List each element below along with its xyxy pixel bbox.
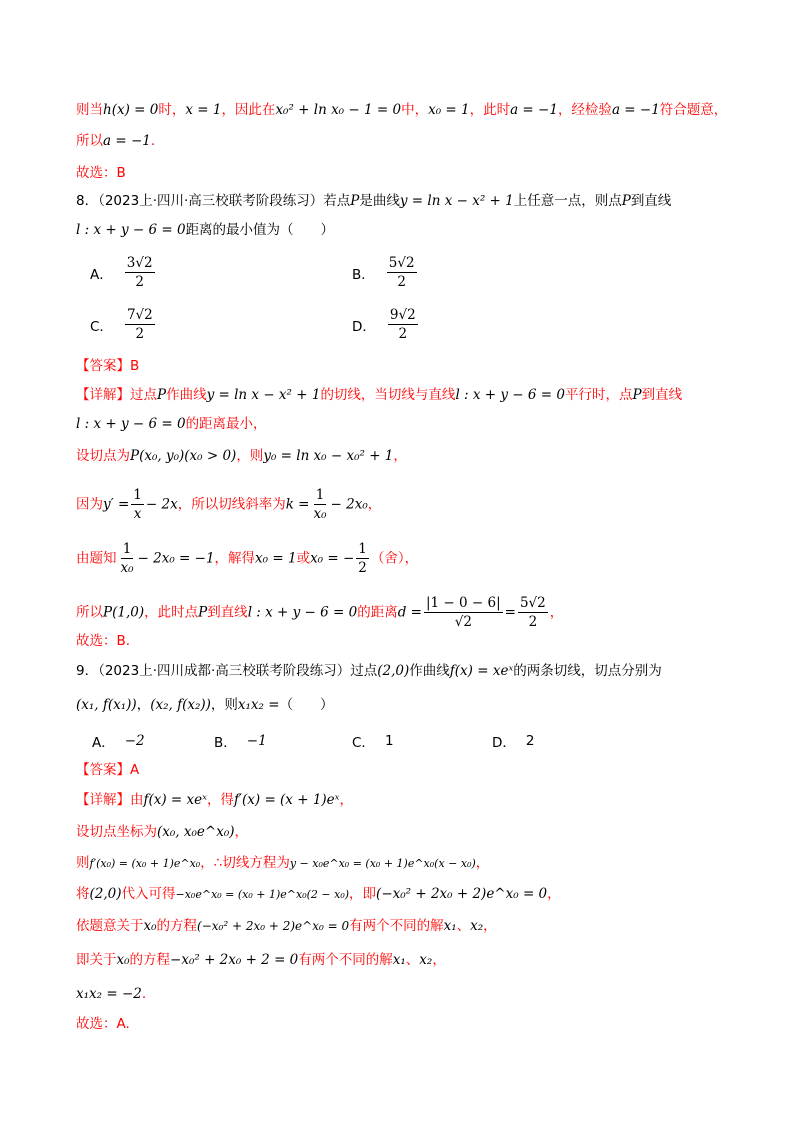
q7-solution-line-2: 所以a = −1. bbox=[76, 133, 156, 149]
q9-answer: 【答案】A bbox=[76, 762, 140, 778]
q8-choice: 故选：B. bbox=[76, 633, 131, 649]
q8-option-d: D． $\frac{9√2}{2}$ bbox=[352, 307, 416, 342]
q8-option-a: A． $\frac{3√2}{2}$ bbox=[90, 255, 153, 290]
q9-choice: 故选：A. bbox=[76, 1016, 130, 1032]
q8-detail-line-6: 所以P(1,0)，此时点P到直线l : x + y − 6 = 0的距离d = $\frac{|1 - 0 - 6|}{√2}$ = $\frac{5√2}{2}$ ， bbox=[76, 595, 564, 630]
q8-stem-line-1: 8．（2023上·四川·高三校联考阶段练习）若点P是曲线y = ln x − x² + 1上任意一点，则点P到直线 bbox=[76, 193, 672, 209]
q8-detail-line-4: 因为y′ = $\frac{1}{x}$ − 2x，所以切线斜率为k = $\frac{1}{\text{x₀}}$ − 2x₀， bbox=[76, 487, 382, 522]
q7-solution-line-1: 则当h(x) = 0时，x = 1，因此在x₀² + ln x₀ − 1 = 0中，x₀ = 1，此时a = −1，经检验a = −1符合题意， bbox=[76, 102, 728, 118]
q9-detail-line-6: 即关于x₀的方程−x₀² + 2x₀ + 2 = 0有两个不同的解x₁、x₂， bbox=[76, 952, 446, 968]
q9-detail-line-1: 【详解】由f(x) = xeˣ，得f′(x) = (x + 1)eˣ， bbox=[76, 792, 353, 808]
q9-detail-line-3: 则f′(x₀) = (x₀ + 1)e^x₀，∴切线方程为y − x₀e^x₀ = (x₀ + 1)e^x₀(x − x₀)， bbox=[76, 855, 490, 871]
q9-option-d: D． 2 bbox=[492, 733, 535, 751]
q8-detail-line-2: l : x + y − 6 = 0的距离最小， bbox=[76, 416, 267, 432]
q9-option-c: C． 1 bbox=[352, 733, 394, 751]
q9-detail-line-2: 设切点坐标为(x₀, x₀e^x₀)， bbox=[76, 824, 248, 840]
q8-stem-line-2: l : x + y − 6 = 0距离的最小值为（ ） bbox=[76, 222, 335, 238]
q8-option-c: C． $\frac{7√2}{2}$ bbox=[90, 307, 153, 342]
q8-detail-line-1: 【详解】过点P作曲线y = ln x − x² + 1的切线，当切线与直线l : x + y − 6 = 0平行时，点P到直线 bbox=[76, 387, 683, 403]
q9-detail-line-5: 依题意关于x₀的方程(−x₀² + 2x₀ + 2)e^x₀ = 0有两个不同的解x₁、x₂， bbox=[76, 918, 497, 934]
q9-detail-line-7: x₁x₂ = −2. bbox=[76, 986, 147, 1002]
q9-stem-line-1: 9．（2023上·四川成都·高三校联考阶段练习）过点(2,0)作曲线f(x) = xeˣ的两条切线，切点分别为 bbox=[76, 663, 662, 679]
q9-detail-line-4: 将(2,0)代入可得−x₀e^x₀ = (x₀ + 1)e^x₀(2 − x₀)，即(−x₀² + 2x₀ + 2)e^x₀ = 0， bbox=[76, 886, 561, 902]
q9-option-b: B． −1 bbox=[214, 733, 267, 751]
q9-stem-line-2: (x₁, f(x₁))，(x₂, f(x₂))，则x₁x₂ =（ ） bbox=[76, 697, 334, 713]
q9-option-a: A． −2 bbox=[92, 733, 145, 751]
q8-detail-line-5: 由题知 $\frac{1}{\text{x₀}}$ − 2x₀ = −1，解得x₀ = 1或x₀ = − $\frac{1}{2}$ （舍）， bbox=[76, 541, 419, 576]
q8-answer: 【答案】B bbox=[76, 358, 140, 374]
q8-detail-line-3: 设切点为P(x₀, y₀)(x₀ > 0)，则y₀ = ln x₀ − x₀² + 1， bbox=[76, 448, 407, 464]
q7-choice: 故选：B bbox=[76, 165, 126, 181]
q8-option-b: B． $\frac{5√2}{2}$ bbox=[352, 255, 415, 290]
